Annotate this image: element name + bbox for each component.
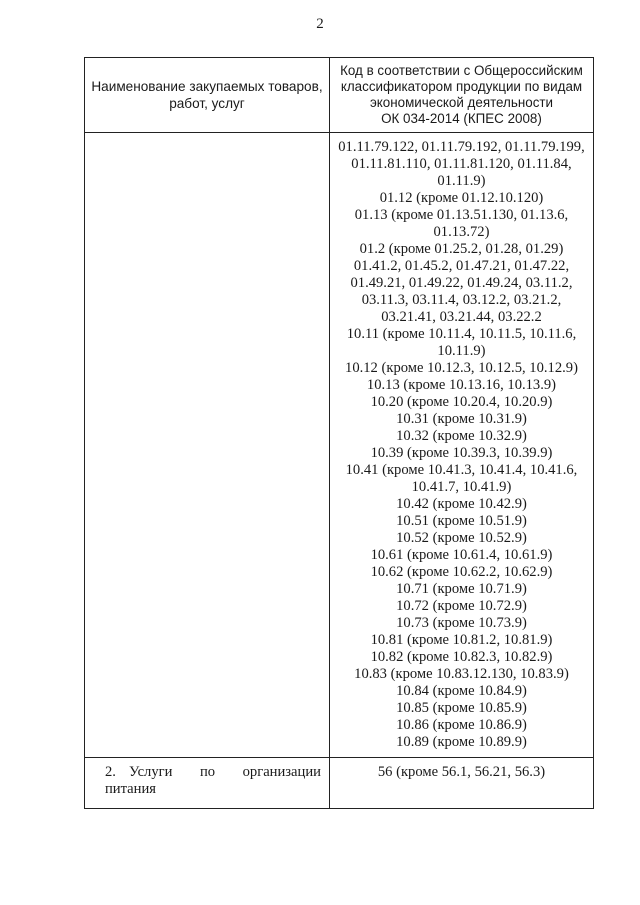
code-line: 03.21.41, 03.21.44, 03.22.2 [381,309,542,325]
code-line: 10.83 (кроме 10.83.12.130, 10.83.9) [354,666,569,682]
header-code-line: классификатором продукции по видам [340,79,583,94]
header-code-cell [329,58,593,133]
code-line: 03.11.3, 03.11.4, 03.12.2, 03.21.2, [361,292,562,308]
code-line: 10.72 (кроме 10.72.9) [396,598,527,614]
code-line: 10.41.7, 10.41.9) [411,479,512,495]
code-line: 10.51 (кроме 10.51.9) [396,513,527,529]
code-line: 10.32 (кроме 10.32.9) [396,428,527,444]
code-line: 01.13 (кроме 01.13.51.130, 01.13.6, [354,207,569,223]
code-line: 10.84 (кроме 10.84.9) [396,683,527,699]
code-line: 10.61 (кроме 10.61.4, 10.61.9) [370,547,553,563]
code-line: 10.11.9) [437,343,486,359]
code-line: 10.13 (кроме 10.13.16, 10.13.9) [366,377,557,393]
codes-list [334,139,589,751]
code-line: 01.12 (кроме 01.12.10.120) [379,190,544,206]
header-code-line: Код в соответствии с Общероссийским [340,63,583,78]
item-2-word: по [199,764,216,780]
codes-cell [329,133,593,758]
code-line: 10.85 (кроме 10.85.9) [396,700,527,716]
code-line: 10.12 (кроме 10.12.3, 10.12.5, 10.12.9) [345,360,578,376]
code-line: 01.11.81.110, 01.11.81.120, 01.11.84, [351,156,572,172]
code-line: 01.2 (кроме 01.25.2, 01.28, 01.29) [359,241,564,257]
code-line: 10.42 (кроме 10.42.9) [396,496,527,512]
item-2-code-cell [329,758,593,809]
page-number: 2 [316,16,324,32]
item-2-code: 56 (кроме 56.1, 56.21, 56.3) [377,764,546,780]
header-name-cell [85,58,330,133]
code-line: 10.82 (кроме 10.82.3, 10.82.9) [370,649,553,665]
code-line: 10.81 (кроме 10.81.2, 10.81.9) [370,632,553,648]
table-row-item-2 [85,758,594,809]
code-line: 01.13.72) [433,224,490,240]
item-2-second-line: питания [105,781,156,797]
table-row-codes [85,133,594,758]
code-line: 10.86 (кроме 10.86.9) [396,717,527,733]
code-line: 10.11 (кроме 10.11.4, 10.11.5, 10.11.6, [346,326,577,342]
procurement-table [84,57,594,809]
code-line: 01.11.79.122, 01.11.79.192, 01.11.79.199, [338,139,585,155]
code-line: 01.41.2, 01.45.2, 01.47.21, 01.47.22, [353,258,570,274]
code-line: 10.73 (кроме 10.73.9) [396,615,527,631]
item-2-first-line [105,764,321,781]
item-2-word: организации [242,764,321,780]
code-line: 10.41 (кроме 10.41.3, 10.41.4, 10.41.6, [345,462,578,478]
item-2-name-cell [85,758,330,809]
code-line: 10.62 (кроме 10.62.2, 10.62.9) [370,564,553,580]
item-2-number: 2. [105,764,116,780]
code-line: 10.89 (кроме 10.89.9) [396,734,527,750]
code-line: 01.49.21, 01.49.22, 01.49.24, 03.11.2, [350,275,573,291]
header-name-text: Наименование закупаемых товаров, работ, услуг [91,79,323,111]
code-line: 01.11.9) [437,173,486,189]
header-code-line: экономической деятельности [369,95,553,110]
empty-name-cell [85,133,330,758]
code-line: 10.39 (кроме 10.39.3, 10.39.9) [370,445,553,461]
code-line: 10.71 (кроме 10.71.9) [396,581,527,597]
code-line: 10.52 (кроме 10.52.9) [396,530,527,546]
header-code-line: ОК 034-2014 (КПЕС 2008) [381,111,542,126]
table-header-row [85,58,594,133]
code-line: 10.20 (кроме 10.20.4, 10.20.9) [370,394,553,410]
item-2-word: Услуги [129,764,173,780]
code-line: 10.31 (кроме 10.31.9) [396,411,527,427]
